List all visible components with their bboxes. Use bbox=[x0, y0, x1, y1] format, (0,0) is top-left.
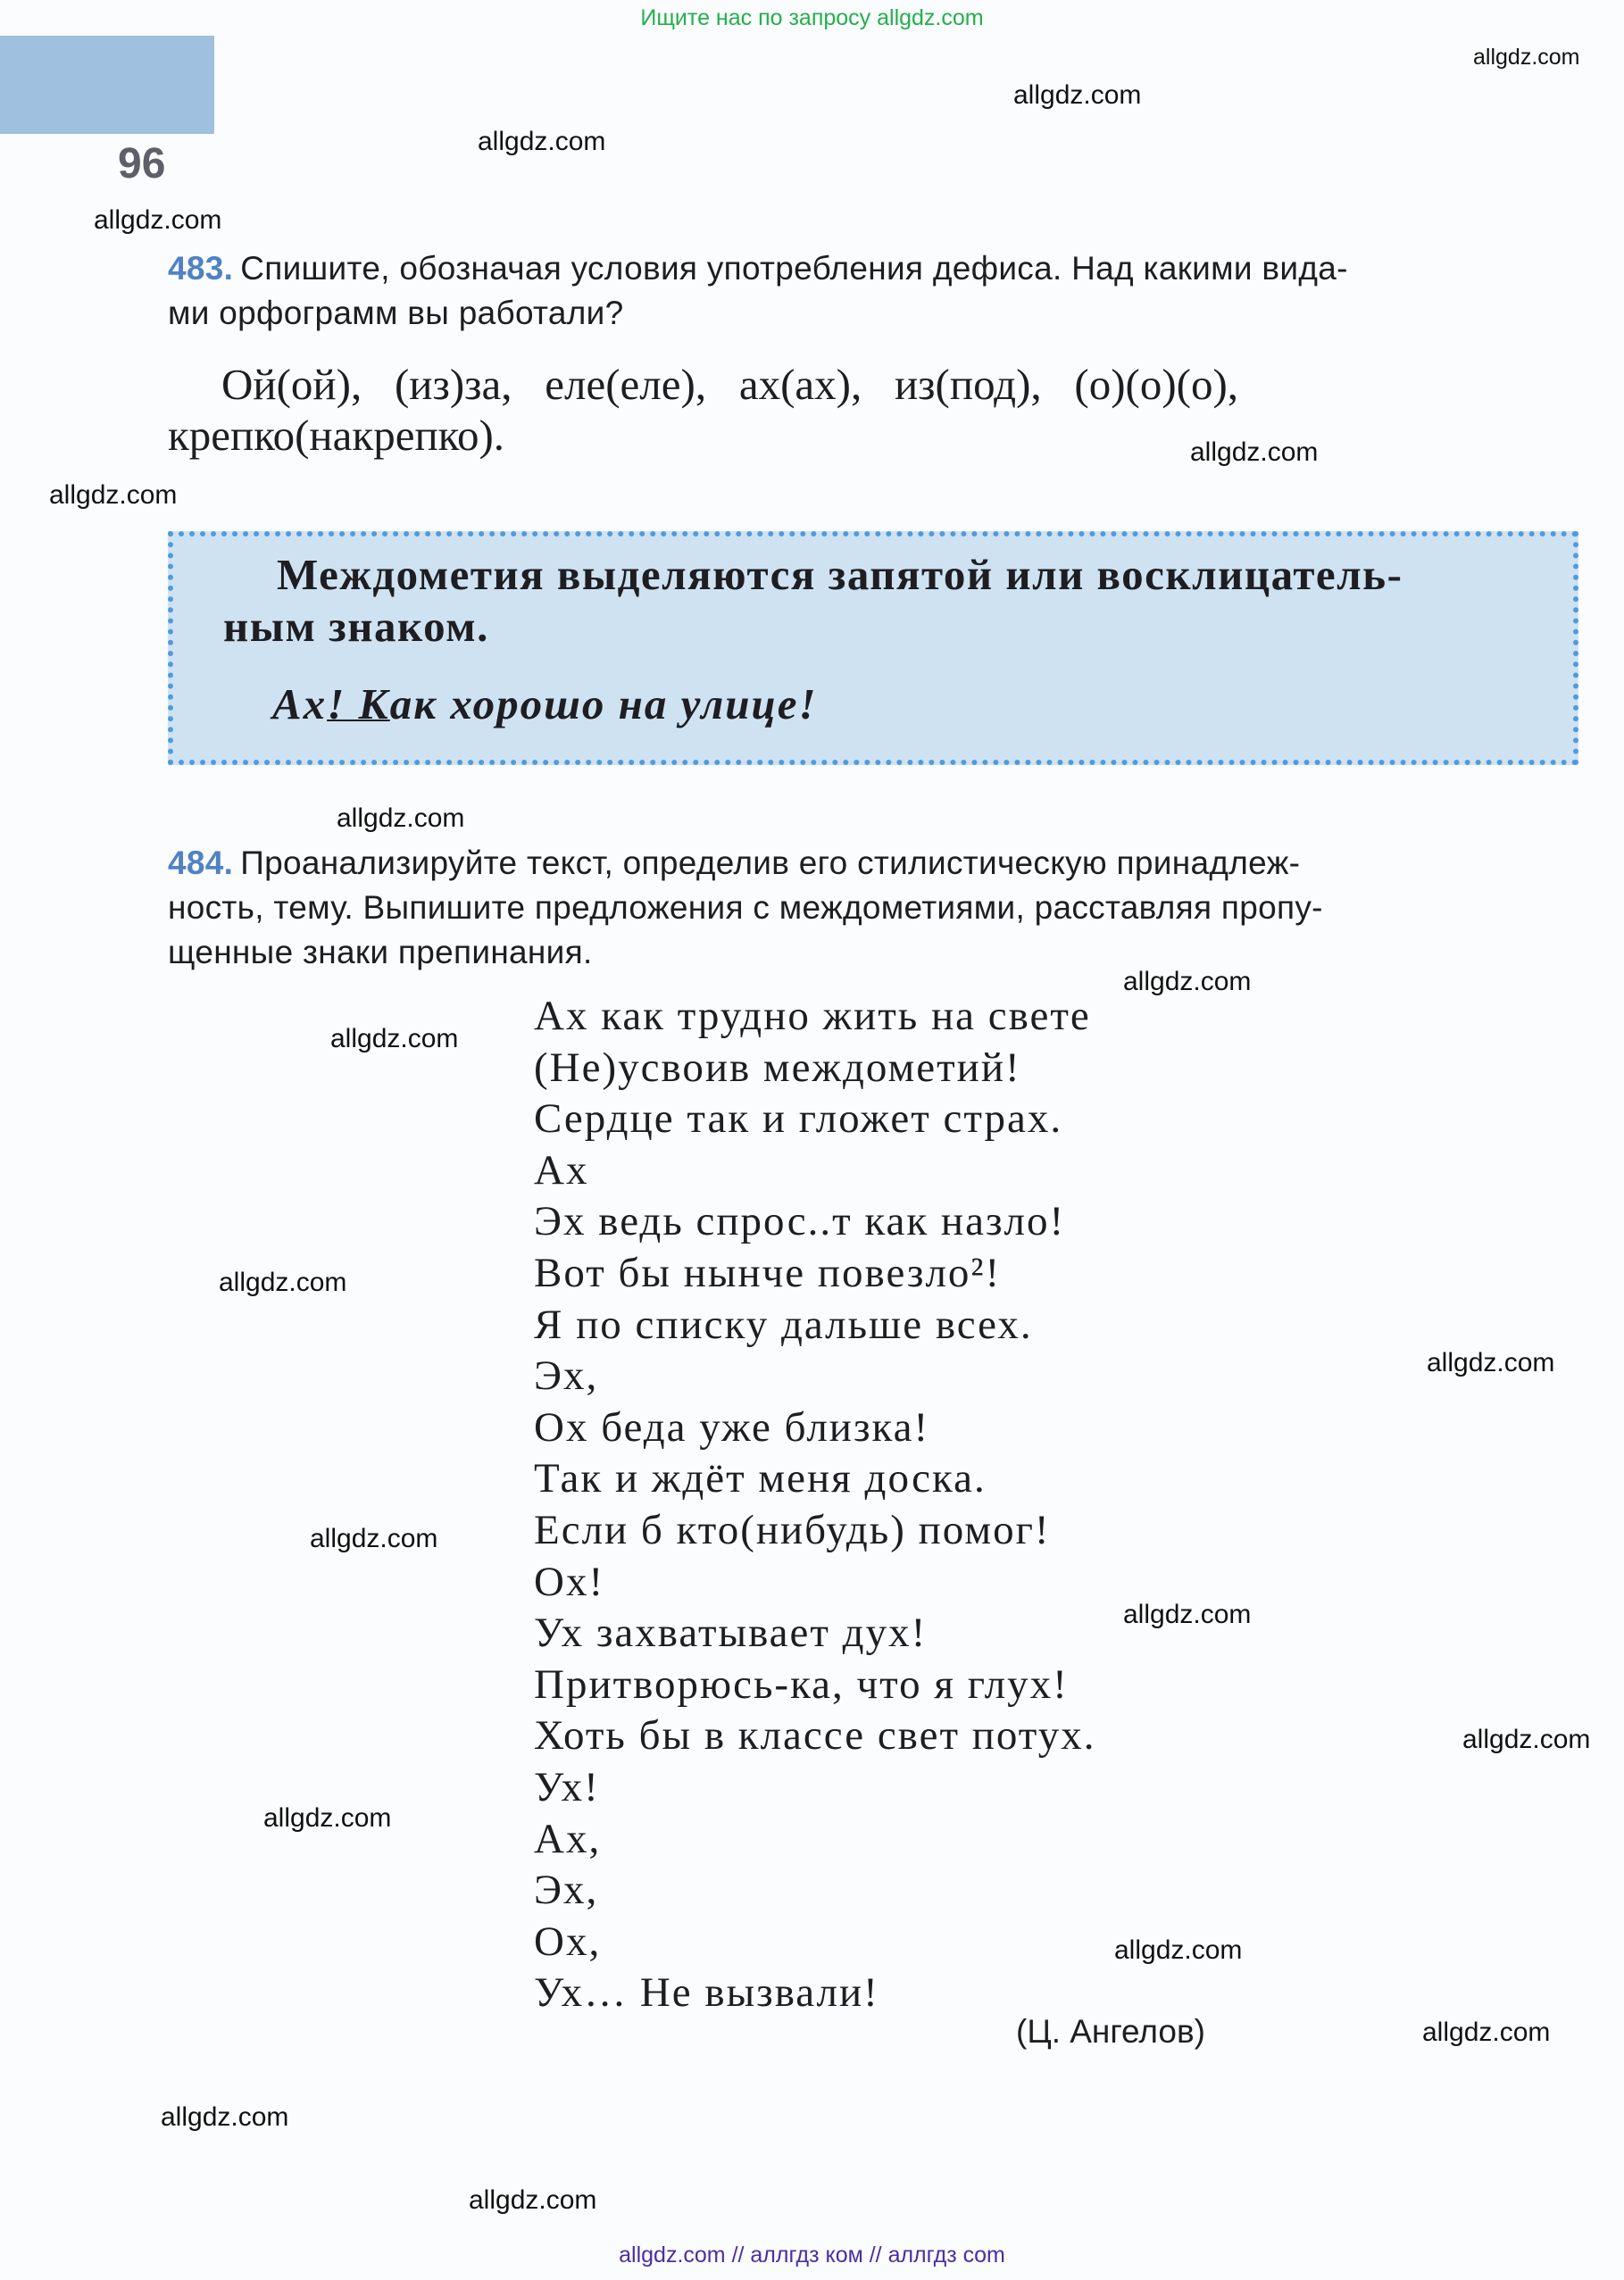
rule-example-after: ак хорошо на улице! bbox=[389, 679, 818, 728]
poem-line: Ах как трудно жить на свете bbox=[534, 993, 1091, 1039]
poem-line: Ух! bbox=[534, 1763, 600, 1810]
task-483-instruction bbox=[168, 246, 1587, 336]
poem-line: Вот бы нынче повезло²! bbox=[534, 1249, 1002, 1296]
poem-line: Я по списку дальше всех. bbox=[534, 1301, 1033, 1348]
watermark: allgdz.com bbox=[1422, 2018, 1551, 2047]
watermark: allgdz.com bbox=[1013, 80, 1142, 110]
task-483-words-line2: крепко(накрепко). bbox=[168, 411, 505, 460]
watermark: allgdz.com bbox=[330, 1024, 459, 1053]
watermark: allgdz.com bbox=[161, 2102, 289, 2132]
watermark: allgdz.com bbox=[219, 1268, 347, 1297]
task-483-number: 483. bbox=[168, 250, 234, 287]
rule-line2: ным знаком. bbox=[223, 602, 489, 651]
watermark: allgdz.com bbox=[1462, 1725, 1591, 1754]
poem-line: Эх, bbox=[534, 1867, 599, 1914]
task-483-words-line1: Ой(ой), (из)за, еле(еле), ах(ах), из(под), (о)(о)(о), bbox=[221, 360, 1239, 409]
poem-line: Ох беда уже близка! bbox=[534, 1403, 930, 1451]
rule-text bbox=[223, 549, 1580, 653]
watermark: allgdz.com bbox=[1123, 1600, 1252, 1629]
watermark: allgdz.com bbox=[1427, 1348, 1555, 1377]
watermark: allgdz.com bbox=[49, 480, 178, 510]
watermark: allgdz.com bbox=[1473, 45, 1580, 70]
page-corner-tab bbox=[0, 36, 214, 134]
watermark: allgdz.com bbox=[337, 803, 465, 833]
task-484-line3: щенные знаки препинания. bbox=[168, 934, 593, 970]
poem-line: Ох! bbox=[534, 1558, 605, 1605]
poem-line: Эх ведь спрос..т как назло! bbox=[534, 1198, 1066, 1245]
watermark: allgdz.com bbox=[310, 1524, 438, 1553]
poem-line: Ах, bbox=[534, 1815, 602, 1862]
task-484-line2: ность, тему. Выпишите предложения с междометиями, расставляя пропу- bbox=[168, 889, 1323, 926]
poem-line: Ах bbox=[534, 1146, 589, 1194]
poem-line: Ух захватывает дух! bbox=[534, 1610, 928, 1657]
rule-example-underlined: ! К bbox=[327, 679, 390, 728]
page-number: 96 bbox=[118, 140, 166, 187]
watermark: allgdz.com bbox=[1190, 437, 1319, 467]
watermark: allgdz.com bbox=[469, 2185, 597, 2215]
watermark: allgdz.com bbox=[1114, 1935, 1243, 1965]
poem-line: Так и ждёт меня доска. bbox=[534, 1455, 987, 1502]
poem-author: (Ц. Ангелов) bbox=[1016, 2013, 1205, 2050]
task-483-instruction-line1: Спишите, обозначая условия употребления дефиса. Над какими вида- bbox=[240, 250, 1348, 287]
footer-links[interactable]: allgdz.com // аллгдз ком // аллгдз com bbox=[619, 2243, 1005, 2268]
rule-example-before: Ах bbox=[272, 679, 328, 728]
watermark: allgdz.com bbox=[478, 127, 606, 156]
poem bbox=[534, 991, 1095, 2019]
poem-line: Хоть бы в классе свет потух. bbox=[534, 1712, 1096, 1760]
poem-line: Сердце так и гложет страх. bbox=[534, 1095, 1063, 1143]
poem-line: (Не)усвоив междометий! bbox=[534, 1044, 1021, 1091]
poem-line: Если б кто(нибудь) помог! bbox=[534, 1506, 1051, 1553]
rule-line1: Междометия выделяются запятой или восклицатель- bbox=[277, 550, 1403, 599]
watermark: allgdz.com bbox=[94, 205, 222, 235]
poem-line: Ох, bbox=[534, 1918, 602, 1965]
task-484-instruction bbox=[168, 841, 1596, 975]
task-483-instruction-line2: ми орфограмм вы работали? bbox=[168, 295, 624, 331]
task-484-line1: Проанализируйте текст, определив его стилистическую принадлеж- bbox=[240, 845, 1301, 881]
watermark: allgdz.com bbox=[1123, 967, 1252, 996]
poem-line: Притворюсь-ка, что я глух! bbox=[534, 1660, 1069, 1708]
rule-example bbox=[272, 678, 818, 729]
search-banner[interactable]: Ищите нас по запросу allgdz.com bbox=[640, 5, 984, 30]
watermark: allgdz.com bbox=[263, 1803, 392, 1833]
task-484-number: 484. bbox=[168, 845, 234, 881]
poem-line: Ух… Не вызвали! bbox=[534, 1969, 879, 2017]
poem-line: Эх, bbox=[534, 1352, 599, 1400]
